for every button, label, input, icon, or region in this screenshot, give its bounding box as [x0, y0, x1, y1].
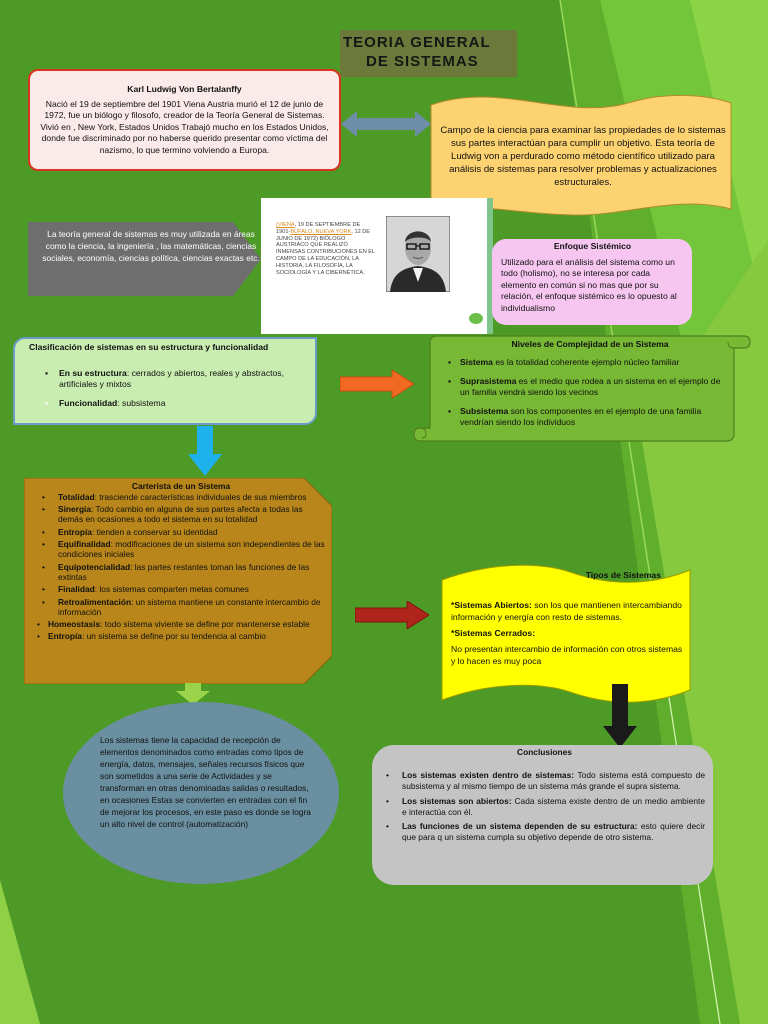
list-item-text: : trasciende características individuales de sus miembros	[94, 491, 307, 502]
list-item	[434, 376, 732, 399]
biography-name: Karl Ludwig Von Bertalanffy	[127, 84, 242, 94]
list-item-text: Cada sistema existe dentro de un medio ambiente e interactúa con él.	[402, 795, 705, 817]
title-line-1: TEORIA GENERAL	[343, 34, 491, 51]
conclusiones-list	[384, 770, 705, 843]
list-item	[34, 492, 328, 503]
tipos-abiertos-text: son los que mantienen intercambiando información y energía con resto de sistemas.	[451, 600, 682, 622]
tipos-abiertos-term: *Sistemas Abiertos:	[451, 600, 532, 610]
arrow-right-icon	[340, 370, 414, 398]
campo-text: Campo de la ciencia para examinar las propiedades de lo sistemas sus partes interactúan para cumplir un objetivo. Esta teoría de Ludwig von a perdurado como método científico utilizado para análisis de sistemas para resolver problemas y actualizaciones estructurales.	[440, 125, 726, 188]
portrait-image	[386, 216, 450, 292]
list-item-text: Todo sistema está compuesto de subsistema y al mismo tiempo de un sistema más grande el supra sistema.	[402, 770, 705, 792]
clasificacion-title: Clasificación de sistemas en su estructura y funcionalidad	[29, 342, 269, 352]
list-item-text: : tienden a conservar su identidad	[91, 526, 218, 537]
arrow-down-icon	[603, 684, 637, 748]
list-item	[34, 619, 328, 630]
caracteristicas-content	[34, 481, 328, 644]
list-item-term: Equifinalidad	[58, 538, 111, 549]
arrow-down-icon	[188, 426, 222, 476]
list-item-text: : modificaciones de un sistema son independientes de las condiciones iniciales	[58, 538, 325, 560]
list-item-term: Entropía	[58, 526, 92, 537]
niveles-title: Niveles de Complejidad de un Sistema	[511, 339, 669, 349]
list-item-term: Retroalimentación	[58, 596, 132, 607]
photo-caption-date: , 19 DE SEPTIEMBRE DE 1901-	[276, 222, 361, 235]
niveles-list	[434, 357, 732, 436]
list-item	[384, 821, 705, 843]
list-item-text: : cerrados y abiertos, reales y abstractos, artificiales y mixtos	[59, 367, 284, 390]
tipos-title: Tipos de Sistemas	[585, 570, 661, 580]
list-item	[384, 796, 705, 818]
list-item	[34, 584, 328, 595]
tipos-cerrados-term-row	[451, 627, 687, 639]
list-item	[34, 539, 328, 560]
biography-text: Nació el 19 de septiembre del 1901 Viena Austria murió el 12 de junio de 1972, fue un biólogo y filosofo, creador de la Teoría General de Sistemas. Vivió en , New York, Estados Unidos Trabajó mucho en los Estados Unidos, donde fue discriminado por no haberse querido presentar como víctima del nazismo, lo que termino volviendo a Europa.	[40, 98, 329, 155]
list-item	[34, 527, 328, 538]
list-item-text: son los componentes en el ejemplo de una familia vendrían siendo los individuos	[460, 405, 702, 428]
caracteristicas-list	[34, 492, 328, 642]
photo-caption	[276, 222, 376, 276]
enfoque-box	[492, 239, 692, 325]
list-item-text: : todo sistema viviente se define por mantenerse estable	[100, 619, 310, 630]
list-item-term: Las funciones de un sistema dependen de su estructura:	[402, 821, 638, 832]
list-item-term: Sistema	[460, 357, 493, 367]
list-item-text: : subsistema	[117, 397, 166, 408]
list-item-text: : las partes restantes toman las funciones de las extintas	[58, 561, 310, 583]
biography-box	[28, 69, 341, 171]
list-item	[34, 631, 328, 642]
photo-caption-rest: , 12 DE JUNIO DE 1972) BIÓLOGO AUSTRIACO QUE REALIZÓ INMENSAS CONTRIBUCIONES EN EL CAMPO DE LA EDUCACIÓN, LA HISTORIA, LA FILOSOFÍA, LA SOCIOLOGÍA Y LA CIBERNÉTICA.	[276, 228, 375, 276]
tipos-content	[451, 569, 687, 671]
list-item-text: es la totalidad coherente ejemplo núcleo familiar	[492, 357, 680, 367]
list-item-text: : un sistema se define por su tendencia al cambio	[81, 631, 266, 642]
title-line-2: DE SISTEMAS	[366, 53, 479, 70]
list-item-term: Suprasistema	[460, 375, 517, 386]
list-item-term: Funcionalidad	[59, 397, 118, 408]
list-item	[59, 368, 307, 391]
list-item-text: es el medio que rodea a un sistema en el ejemplo de un familia vendrá siendo los vecinos	[460, 375, 721, 398]
photo-caption-link-viena[interactable]: (VIENA	[276, 222, 295, 228]
list-item-text: esto quiere decir que para q un sistema cumpla su objetivo depende de otro sistema.	[402, 821, 705, 843]
list-item-term: Los sistemas son abiertos:	[402, 795, 512, 806]
conclusiones-title: Conclusiones	[517, 747, 572, 757]
clasificacion-box	[13, 337, 317, 425]
tipos-abiertos	[451, 599, 687, 623]
list-item-term: Homeostasis	[48, 619, 101, 630]
list-item	[34, 562, 328, 583]
list-item-term: Totalidad	[58, 491, 95, 502]
list-item-text: : Todo cambio en alguna de sus partes afecta a todas las demás en ocasiones a todo el sistema en su totalidad	[58, 503, 303, 525]
list-item	[59, 398, 307, 410]
list-item	[384, 770, 705, 792]
usos-text: La teoría general de sistemas es muy utilizada en áreas como la ciencia, la ingeniería , las matemáticas, ciencias sociales, economía, ciencias política, ciencias exactas etc.	[42, 229, 260, 263]
double-arrow-icon	[341, 109, 431, 139]
list-item-term: Subsistema	[460, 405, 509, 416]
tipos-cerrados-term: *Sistemas Cerrados:	[451, 628, 536, 638]
clasificacion-list	[59, 368, 307, 410]
caracteristicas-title: Carterista de un Sistema	[131, 481, 231, 491]
list-item-term: Los sistemas existen dentro de sistemas:	[402, 770, 575, 781]
enfoque-title: Enfoque Sistémico	[553, 241, 632, 251]
capacidad-text: Los sistemas tiene la capacidad de recepción de elementos denominados como entradas como tipos de energía, datos, mensajes, señales recursos físicos que son sometidos a una serie de Actividades y se transforman en otras denominadas salidas o resultados, en ocasiones Estas se convierten en entradas con el fin de mejorar los procesos, en este paso es donde se logra un alto nivel de control (automatización)	[100, 735, 311, 829]
list-item-term: Sinergia	[58, 503, 92, 514]
page-title	[340, 30, 517, 77]
photo-caption-link-bufalo[interactable]: BÚFALO, NUEVA YORK	[290, 228, 352, 235]
list-item-term: En su estructura	[59, 367, 127, 378]
enfoque-text: Utilizado para el análisis del sistema como un todo (holismo), no se interesa por cada elemento en común si no mas que por su relación, el enfoque sistémico es lo opuesto al individualismo	[501, 256, 677, 313]
list-item	[34, 597, 328, 618]
list-item-term: Finalidad	[58, 584, 95, 595]
list-item-text: : un sistema mantiene un constante intercambio de información	[58, 596, 321, 618]
list-item	[34, 504, 328, 525]
list-item-term: Entropía	[48, 631, 82, 642]
list-item-term: Equipotencialidad	[58, 561, 131, 572]
arrow-right-icon	[355, 601, 429, 629]
tipos-cerrados-text: No presentan intercambio de información con otros sistemas y lo hacen es muy poca	[451, 644, 683, 666]
list-item	[434, 406, 732, 429]
slide-dot-icon	[469, 313, 483, 324]
conclusiones-box	[372, 745, 713, 885]
list-item	[434, 357, 732, 369]
list-item-text: : los sistemas comparten metas comunes	[94, 584, 249, 595]
